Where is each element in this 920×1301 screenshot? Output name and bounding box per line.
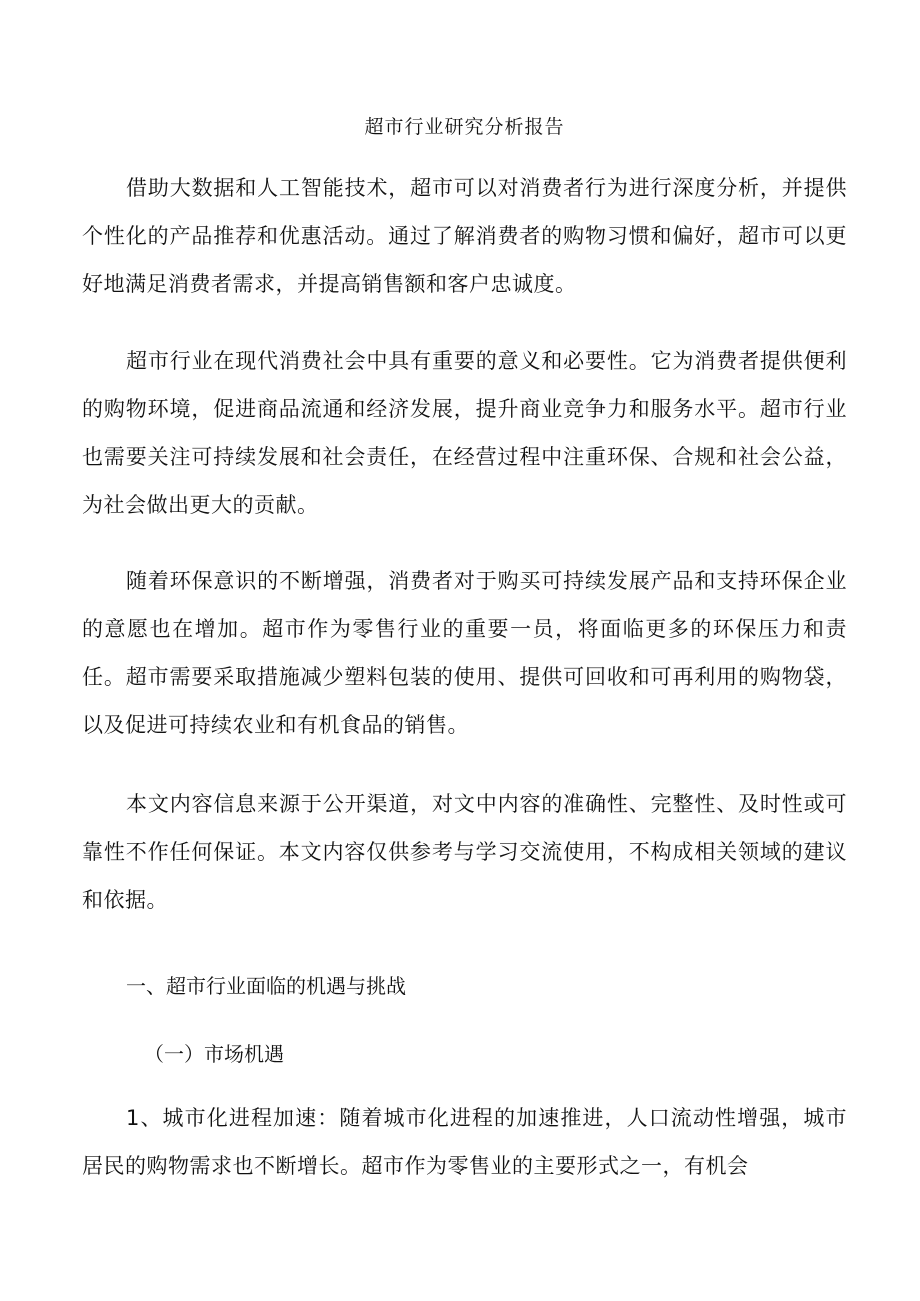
paragraph-disclaimer: 本文内容信息来源于公开渠道，对文中内容的准确性、完整性、及时性或可靠性不作任何保证。本文内容仅供参考与学习交流使用，不构成相关领域的建议和依据。 [82, 792, 847, 912]
section-heading: 一、超市行业面临的机遇与挑战 [126, 974, 406, 998]
document-title: 超市行业研究分析报告 [364, 116, 565, 138]
list-item-urbanization: 1、城市化进程加速：随着城市化进程的加速推进，人口流动性增强，城市居民的购物需求也不断增长。超市作为零售业的主要形式之一，有机会 [82, 1106, 847, 1178]
subsection-heading: （一）市场机遇 [144, 1042, 284, 1066]
paragraph-environment: 随着环保意识的不断增强，消费者对于购买可持续发展产品和支持环保企业的意愿也在增加。超市作为零售行业的重要一员，将面临更多的环保压力和责任。超市需要采取措施减少塑料包装的使用、提供可回收和可再利用的购物袋，以及促进可持续农业和有机食品的销售。 [82, 569, 847, 737]
paragraph-big-data: 借助大数据和人工智能技术，超市可以对消费者行为进行深度分析，并提供个性化的产品推荐和优惠活动。通过了解消费者的购物习惯和偏好，超市可以更好地满足消费者需求，并提高销售额和客户忠诚度。 [82, 176, 847, 296]
paragraph-importance: 超市行业在现代消费社会中具有重要的意义和必要性。它为消费者提供便利的购物环境，促进商品流通和经济发展，提升商业竞争力和服务水平。超市行业也需要关注可持续发展和社会责任，在经营过程中注重环保、合规和社会公益，为社会做出更大的贡献。 [82, 349, 847, 517]
